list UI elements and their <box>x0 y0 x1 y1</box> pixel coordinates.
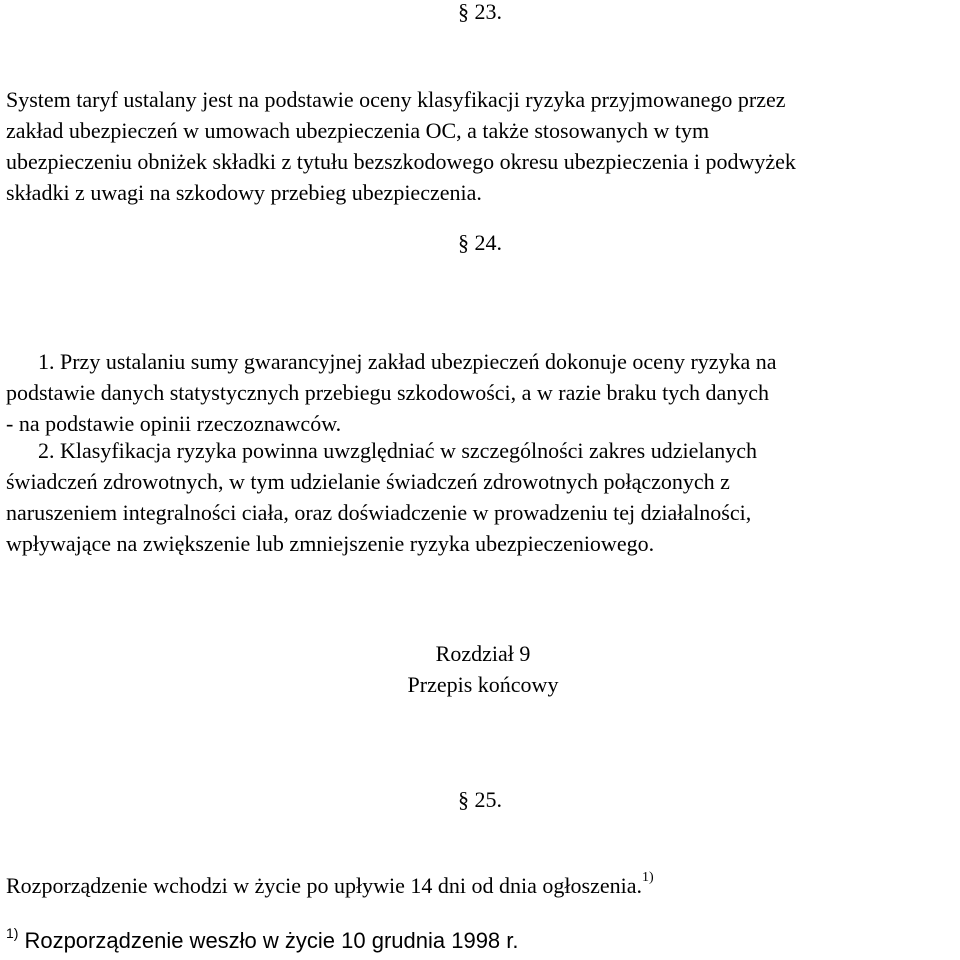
paragraph-23-line: zakład ubezpieczeń w umowach ubezpieczenia OC, a także stosowanych w tym <box>6 118 710 143</box>
paragraph-24-item-1-line: podstawie danych statystycznych przebiegu szkodowości, a w razie braku tych danych <box>6 380 770 405</box>
footnote-marker: 1) <box>6 925 19 941</box>
paragraph-23-line: System taryf ustalany jest na podstawie oceny klasyfikacji ryzyka przyjmowanego przez <box>6 87 786 112</box>
footnote-reference[interactable]: 1) <box>641 870 654 885</box>
paragraph-24-item-2-line: wpływające na zwiększenie lub zmniejszenie ryzyka ubezpieczeniowego. <box>6 531 655 556</box>
section-heading-23: § 23. <box>458 0 502 24</box>
paragraph-24-item-1 <box>6 346 777 439</box>
paragraph-24-item-2 <box>6 435 757 559</box>
footnote-text: Rozporządzenie weszło w życie 10 grudnia 1998 r. <box>24 928 519 953</box>
paragraph-23-line: składki z uwagi na szkodowy przebieg ubezpieczenia. <box>6 180 482 205</box>
paragraph-24-item-2-line: świadczeń zdrowotnych, w tym udzielanie świadczeń zdrowotnych połączonych z <box>6 469 730 494</box>
paragraph-23 <box>6 84 796 208</box>
footnote <box>6 924 519 958</box>
chapter-title: Przepis końcowy <box>407 672 559 697</box>
paragraph-24-item-1-line: 1. Przy ustalaniu sumy gwarancyjnej zakład ubezpieczeń dokonuje oceny ryzyka na <box>38 349 777 374</box>
paragraph-25-text: Rozporządzenie wchodzi w życie po upływie 14 dni od dnia ogłoszenia. <box>6 873 642 898</box>
paragraph-25 <box>6 870 654 901</box>
chapter-number: Rozdział 9 <box>435 641 531 666</box>
paragraph-23-line: ubezpieczeniu obniżek składki z tytułu bezszkodowego okresu ubezpieczenia i podwyżek <box>6 149 796 174</box>
paragraph-24-item-1-line: - na podstawie opinii rzeczoznawców. <box>6 411 342 436</box>
section-heading-24: § 24. <box>458 230 502 255</box>
paragraph-24-item-2-line: naruszeniem integralności ciała, oraz doświadczenie w prowadzeniu tej działalności, <box>6 500 752 525</box>
section-heading-25: § 25. <box>458 787 502 812</box>
paragraph-24-item-2-line: 2. Klasyfikacja ryzyka powinna uwzględniać w szczególności zakres udzielanych <box>38 438 757 463</box>
